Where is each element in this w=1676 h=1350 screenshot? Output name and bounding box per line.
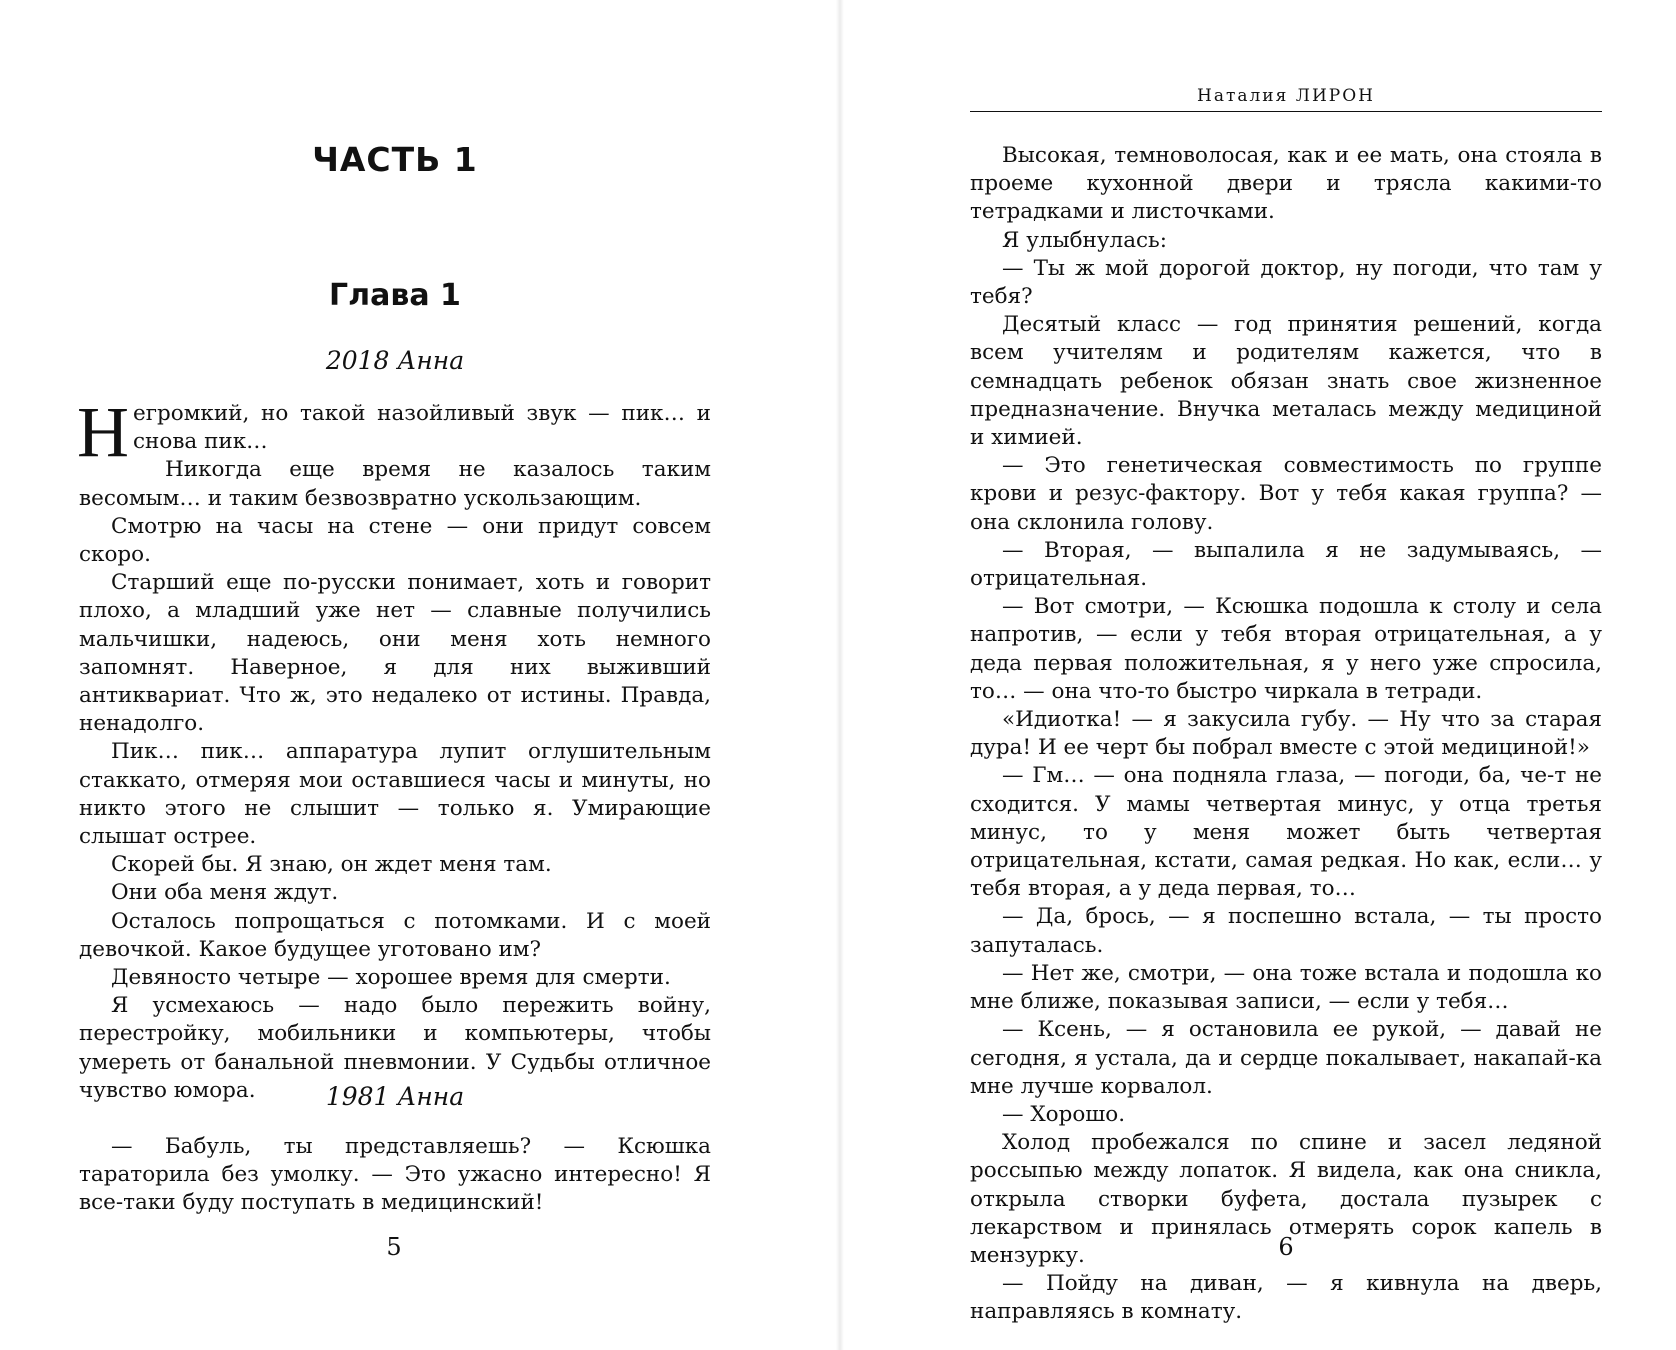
paragraph: — Хорошо.: [1002, 1101, 1126, 1127]
paragraph: — Ксень, — я остановила ее рукой, — давай не сегодня, я устала, да и сердце покалывает, накапай-ка мне лучше корвалол.: [970, 1017, 1602, 1099]
section-2018-body: [77, 392, 711, 1105]
paragraph: Девяносто четыре — хорошее время для смерти.: [111, 965, 671, 991]
paragraph: [77, 392, 711, 472]
paragraph: — Вот смотри, — Ксюшка подошла к столу и села напротив, — если у тебя вторая отрицательная, а у деда первая положительная, я у него уже спросила, то… — она что-то быстро чиркала в тетради.: [970, 594, 1602, 704]
paragraph: Высокая, темноволосая, как и ее мать, она стояла в проеме кухонной двери и трясла какими-то тетрадками и листочками.: [970, 143, 1602, 225]
paragraph: Десятый класс — год принятия решений, когда всем учителям и родителям кажется, что в семнадцать ребенок обязан знать свое жизненное предназначение. Внучка металась между медициной и химией.: [970, 312, 1602, 451]
page-number: 5: [386, 1233, 402, 1261]
section-1981-body: [79, 1133, 711, 1218]
right-page-body: [970, 142, 1602, 1327]
paragraph: — Пойду на диван, — я кивнула на дверь, направляясь в комнату.: [970, 1271, 1602, 1325]
paragraph: Они оба меня ждут.: [111, 880, 339, 906]
paragraph: Холод пробежался по спине и засел ледяной россыпью между лопаток. Я видела, как она сникла, открыла створки буфета, достала пузырек с лекарством и принялась отмерять сорок капель в мензурку.: [970, 1130, 1602, 1268]
page-number: 6: [1278, 1233, 1294, 1261]
paragraph: Никогда еще время не казалось таким весомым… и таким безвозвратно ускользающим.: [79, 457, 711, 511]
paragraph: Я усмехаюсь — надо было пережить войну, перестройку, мобильники и компьютеры, чтобы умереть от банальной пневмонии. У Судьбы отличное чувство юмора.: [79, 993, 711, 1103]
paragraph: — Ты ж мой дорогой доктор, ну погоди, что там у тебя?: [970, 255, 1602, 310]
paragraph: — Да, брось, — я поспешно встала, — ты просто запуталась.: [970, 904, 1602, 958]
paragraph: Старший еще по-русски понимает, хоть и говорит плохо, а младший уже нет — славные получились мальчишки, надеюсь, они меня хоть немного запомнят. Наверное, я для них выживший антиквариат. Что ж, это недалеко от истины. Правда, ненадолго.: [79, 570, 711, 737]
right-page: [840, 0, 1676, 1350]
paragraph: — Бабуль, ты представляешь? — Ксюшка тараторила без умолку. — Это ужасно интересно! Я все-таки буду поступать в медицинский!: [79, 1134, 711, 1216]
section-title-2018: 2018 Анна: [325, 346, 465, 375]
running-head: Наталия ЛИРОН: [1197, 86, 1375, 106]
drop-cap: Н: [77, 392, 129, 472]
paragraph: «Идиотка! — я закусила губу. — Ну что за старая дура! И ее черт бы побрал вместе с этой медициной!»: [970, 707, 1602, 761]
header-rule: [970, 111, 1602, 112]
paragraph: — Вторая, — выпалила я не задумываясь, — отрицательная.: [970, 537, 1602, 592]
paragraph: — Это генетическая совместимость по группе крови и резус-фактору. Вот у тебя какая группа? — она склонила голову.: [970, 453, 1602, 535]
part-title: ЧАСТЬ 1: [312, 140, 478, 179]
paragraph-text: егромкий, но такой назойливый звук — пик… и снова пик…: [133, 401, 711, 455]
paragraph: Скорей бы. Я знаю, он ждет меня там.: [111, 852, 552, 878]
paragraph: Пик… пик… аппаратура лупит оглушительным стаккато, отмеряя мои оставшиеся часы и минуты, но никто этого не слышит — только я. Умирающие слышат острее.: [79, 739, 711, 850]
paragraph: — Нет же, смотри, — она тоже встала и подошла ко мне ближе, показывая записи, — если у тебя…: [970, 960, 1602, 1015]
paragraph: Я улыбнулась:: [1002, 227, 1168, 253]
paragraph: Осталось попрощаться с потомками. И с моей девочкой. Какое будущее уготовано им?: [79, 908, 711, 962]
paragraph: — Гм… — она подняла глаза, — погоди, ба, че-т не сходится. У мамы четвертая минус, у отца третья минус, то у меня может быть четвертая отрицательная, кстати, самая редкая. Но как, если… у тебя вторая, а у деда первая, то…: [970, 763, 1602, 902]
section-title-1981: 1981 Анна: [325, 1082, 465, 1111]
paragraph: Смотрю на часы на стене — они придут совсем скоро.: [79, 513, 711, 568]
chapter-title: Глава 1: [329, 278, 461, 313]
